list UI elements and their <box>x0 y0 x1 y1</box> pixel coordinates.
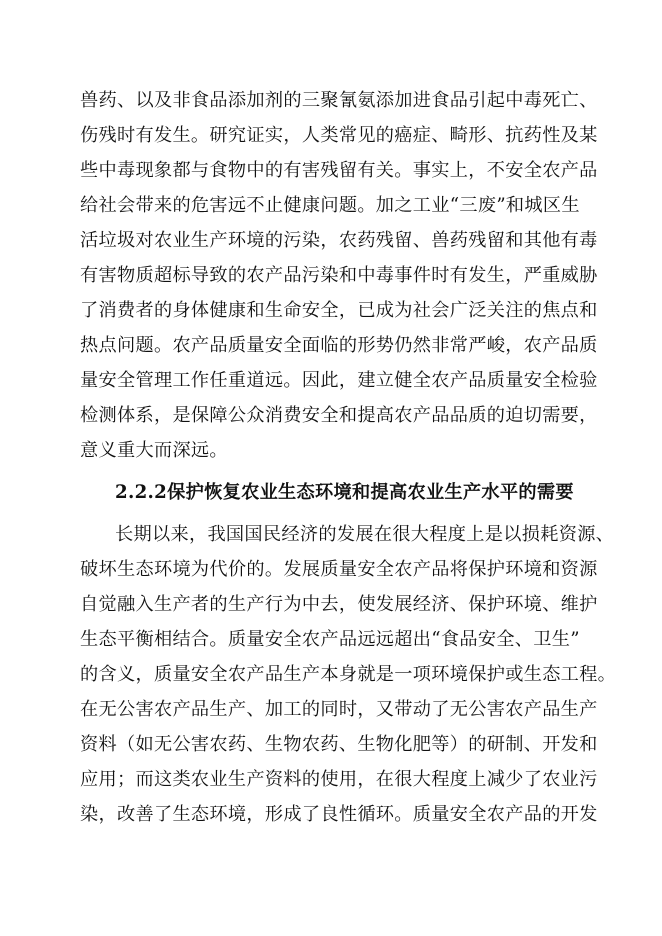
paragraph-2-line-4: 生态平衡相结合。质量安全农产品远远超出“食品安全、卫生” <box>80 629 580 650</box>
paragraph-2-line-3: 自觉融入生产者的生产行为中去，使发展经济、保护环境、维护 <box>80 594 598 615</box>
paragraph-1-line-11: 意义重大而深远。 <box>80 440 228 461</box>
paragraph-1-line-5: 活垃圾对农业生产环境的污染，农药残留、兽药残留和其他有毒 <box>80 230 598 251</box>
paragraph-2-line-5: 的含义，质量安全农产品生产本身就是一项环境保护或生态工程。 <box>80 664 617 685</box>
paragraph-1-line-10: 检测体系，是保障公众消费安全和提高农产品品质的迫切需要， <box>80 405 598 426</box>
paragraph-2-line-1: 长期以来，我国国民经济的发展在很大程度上是以损耗资源、 <box>115 524 615 545</box>
paragraph-1-line-8: 热点问题。农产品质量安全面临的形势仍然非常严峻，农产品质 <box>80 335 598 356</box>
paragraph-1-line-9: 量安全管理工作任重道远。因此，建立健全农产品质量安全检验 <box>80 370 598 391</box>
paragraph-1-line-1: 兽药、以及非食品添加剂的三聚氰氨添加进食品引起中毒死亡、 <box>80 90 598 111</box>
paragraph-1-line-4: 给社会带来的危害远不止健康问题。加之工业“三废”和城区生 <box>80 195 580 216</box>
paragraph-2-line-9: 染，改善了生态环境，形成了良性循环。质量安全农产品的开发 <box>80 804 598 825</box>
section-heading: 2.2.2保护恢复农业生态环境和提高农业生产水平的需要 <box>115 482 574 503</box>
paragraph-1-line-3: 些中毒现象都与食物中的有害残留有关。事实上，不安全农产品 <box>80 160 598 181</box>
paragraph-2-line-7: 资料（如无公害农药、生物农药、生物化肥等）的研制、开发和 <box>80 734 598 755</box>
paragraph-1-line-2: 伤残时有发生。研究证实，人类常见的癌症、畸形、抗药性及某 <box>80 125 598 146</box>
paragraph-2-line-8: 应用；而这类农业生产资料的使用，在很大程度上减少了农业污 <box>80 769 598 790</box>
paragraph-1-line-6: 有害物质超标导致的农产品污染和中毒事件时有发生，严重威胁 <box>80 265 598 286</box>
paragraph-1-line-7: 了消费者的身体健康和生命安全，已成为社会广泛关注的焦点和 <box>80 300 598 321</box>
paragraph-2-line-2: 破坏生态环境为代价的。发展质量安全农产品将保护环境和资源 <box>80 559 598 580</box>
paragraph-2-line-6: 在无公害农产品生产、加工的同时，又带动了无公害农产品生产 <box>80 699 598 720</box>
